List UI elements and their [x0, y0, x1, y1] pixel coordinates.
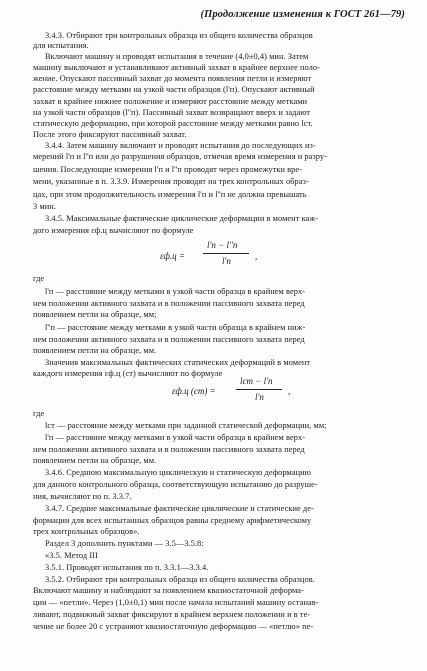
- body-line: мени, указанные в п. 3.3.9. Измерения проводят на трех контрольных образ-: [33, 177, 309, 186]
- body-line: ния, вычисляют по п. 3.3.7.: [33, 492, 132, 501]
- body-line: дого измерения εф.ц вычисляют по формуле: [33, 226, 194, 235]
- body-line: трех контрольных образцов».: [33, 527, 140, 536]
- body-line: Включают машину и наблюдают за появлением квазиостаточной деформа-: [33, 586, 304, 595]
- body-line: ции — «петли». Через (1,0±0,1) мин после начала испытаний машину останав-: [33, 598, 319, 607]
- body-line: ливают, подвижный захват фиксируют в крайнем верхнем положении и в те-: [33, 610, 311, 619]
- body-line: шения. Последующие измерения l'п и l''п проводят через промежутки вре-: [33, 165, 303, 174]
- body-line: 3.5.2. Отбирают три контрольных образца из общего количества образцов.: [45, 575, 315, 584]
- body-line: Значения максимальных фактических статических деформаций в момент: [45, 358, 311, 367]
- formula2-fraction-bar: [236, 389, 282, 390]
- body-line: машину выключают и устанавливают активный захват в крайнее верхнее поло-: [33, 63, 320, 72]
- formula1-denominator: l'п: [222, 256, 231, 266]
- body-line: l''п — расстояние между метками в узкой части образца в крайнем ниж-: [45, 323, 306, 332]
- body-line: для испытания.: [33, 41, 89, 50]
- body-line: захват в крайнее нижнее положение и измеряют расстояние между метками: [33, 97, 308, 106]
- body-line: нем положении активного захвата и в положении пассивного захвата перед: [33, 445, 305, 454]
- body-line: мерений l'п и l''п или до разрушения образцов, отмечая время измерения и разру-: [33, 152, 327, 161]
- body-line: После этого фиксируют пассивный захват.: [33, 130, 187, 139]
- body-line: Включают машину и проводят испытания в течение (4,0±0,4) мин. Затем: [45, 52, 309, 61]
- body-line: 3.4.4. Затем машину включают и проводят испытания до последующих из-: [45, 141, 316, 150]
- body-line: где: [33, 274, 45, 283]
- formula1-fraction-bar: [203, 253, 249, 254]
- body-line: жение. Опускают пассивный захват до момента появления петли и измеряют: [33, 74, 312, 83]
- body-line: каждого измерения εф.ц (ст) вычисляют по формуле: [33, 369, 223, 378]
- body-line: 3.4.3. Отбирают три контрольных образца из общего количества образцов: [45, 31, 313, 40]
- body-line: чение не более 20 с устраняют квазиостаточную деформацию — «петлю» пе-: [33, 622, 314, 631]
- body-line: 3.4.5. Максимальные фактические циклические деформации в момент каж-: [45, 214, 319, 223]
- body-line: l'п — расстояние между метками в узкой части образца в крайнем верх-: [45, 287, 306, 296]
- page-header: (Продолжение изменения к ГОСТ 261—79): [200, 9, 405, 20]
- formula2-end: ,: [288, 386, 291, 396]
- body-line: для данного контрольного образца, соответствующую испытанию до разруше-: [33, 480, 318, 489]
- body-line: появлением петли на образце, мм;: [33, 310, 157, 319]
- body-line: Раздел 3 дополнить пунктами — 3.5—3.5.8:: [45, 539, 204, 548]
- formula1-end: ,: [255, 251, 258, 261]
- body-line: 3 мин.: [33, 202, 56, 211]
- formula1-lhs: εф.ц =: [160, 251, 186, 261]
- body-line: 3.5.1. Проводят испытания по п. 3.3.1—3.3.4.: [45, 563, 209, 572]
- body-line: появлением петли на образце, мм.: [33, 456, 157, 465]
- section-heading: «3.5. Метод III: [45, 551, 98, 560]
- body-line: на узкой части образцов (l''п). Пассивный захват возвращают вверх и задают: [33, 108, 311, 117]
- body-line: цах, при этом продолжительность измерения l'п и l''п не должна превышать: [33, 190, 307, 199]
- body-line: 3.4.6. Среднюю максимальную циклическую и статическую деформацию: [45, 468, 311, 477]
- body-line: нем положении активного захвата и в положении пассивного захвата перед: [33, 335, 305, 344]
- formula1-numerator: l'п − l''п: [207, 240, 238, 250]
- body-line: lст — расстояние между метками при заданной статической деформации, мм;: [45, 421, 327, 430]
- formula2-lhs: εф.ц (ст) =: [172, 386, 216, 396]
- body-line: появлением петли на образце, мм.: [33, 346, 157, 355]
- body-line: формации для всех испытанных образцов равны среднему арифметическому: [33, 516, 312, 525]
- body-line: статическую деформацию, при которой расстояние между метками равно lст.: [33, 119, 313, 128]
- body-line: где: [33, 409, 45, 418]
- formula2-numerator: lст − l'п: [240, 376, 273, 386]
- body-line: 3.4.7. Средние максимальные фактические циклические и статические де-: [45, 504, 314, 513]
- body-line: нем положении активного захвата и в положении пассивного захвата перед: [33, 299, 305, 308]
- formula2-denominator: l'п: [255, 392, 264, 402]
- body-line: l'п — расстояние между метками в узкой части образца в крайнем верх-: [45, 433, 306, 442]
- body-line: расстояние между метками на узкой части образцов (l'п). Опускают активный: [33, 85, 315, 94]
